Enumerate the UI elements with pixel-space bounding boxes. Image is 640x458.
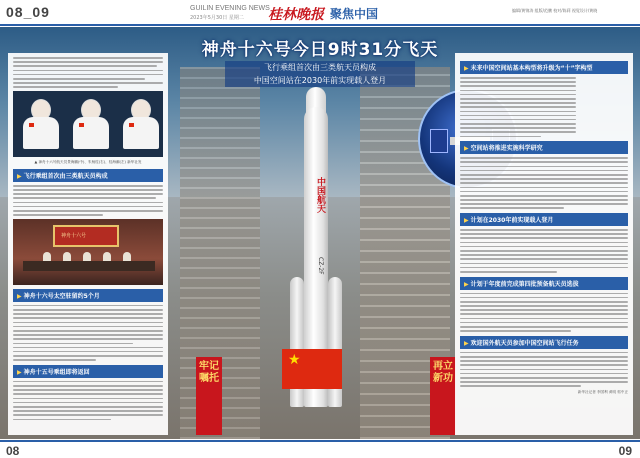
- section-3-text: [13, 381, 163, 420]
- right-section-1-text: [460, 77, 628, 137]
- right-section-heading-3: ▶ 计划在2030年前实现载人登月: [460, 213, 628, 226]
- page-numbers: 08_09: [6, 4, 50, 20]
- star-icon: ★: [288, 352, 301, 368]
- rocket-code: CZ-2F: [317, 257, 324, 275]
- right-section-heading-5: ▶ 欢迎国外航天员参加中国空间站飞行任务: [460, 336, 628, 349]
- section-1-text: [13, 185, 163, 216]
- right-section-2-text: [460, 157, 628, 209]
- left-page-number: 08: [6, 444, 20, 458]
- main-headline: 神舟十六号今日9时31分飞天: [201, 40, 439, 60]
- triangle-icon: ▶: [464, 65, 469, 72]
- right-section-heading-1: ▶ 未来中国空间站基本构型将升级为“十”字构型: [460, 61, 628, 74]
- section-2-text: [13, 305, 163, 361]
- triangle-icon: ▶: [464, 217, 469, 225]
- triangle-icon: ▶: [464, 280, 469, 288]
- right-section-3-text: [460, 229, 628, 272]
- editor-credits: 编辑/黄锦涛 组版/范鹏 校对/陈莉 视觉设计/黄晓: [512, 8, 598, 13]
- banner-left: 牢记嘱托: [196, 357, 222, 435]
- triangle-icon: ▶: [17, 368, 22, 376]
- triangle-icon: ▶: [17, 172, 22, 180]
- left-section-heading-1: ▶ 飞行乘组首次由三类航天员构成: [13, 169, 163, 182]
- right-article-column: [455, 53, 633, 435]
- triangle-icon: ▶: [464, 339, 469, 347]
- astronauts-photo-caption: ▲ 神舟十六号航天员景海鹏(中)、朱杨柱(右)、桂海潮(左) 新华社发: [34, 159, 142, 164]
- spread-body: [0, 27, 640, 439]
- right-section-5-text: [460, 352, 628, 387]
- astronaut-right: [123, 99, 159, 147]
- solar-panel-left: [430, 129, 448, 153]
- subheadline-1: 飞行乘组首次由三类航天员构成: [225, 61, 415, 74]
- meeting-screen: 神舟十六号: [53, 225, 119, 247]
- left-section-heading-3: ▶ 神舟十五号乘组即将返回: [13, 365, 163, 378]
- publication-english-name: GUILIN EVENING NEWS: [190, 5, 270, 12]
- subheadline-2: 中国空间站在2030年前实现载人登月: [225, 74, 415, 87]
- national-flag: [282, 349, 342, 389]
- meeting-photo: [13, 219, 163, 285]
- meeting-desk: [23, 261, 155, 271]
- publication-date: 2023年5月30日 星期二: [190, 15, 244, 21]
- left-article-column: [8, 53, 168, 435]
- astronauts-photo: [13, 91, 163, 157]
- astronaut-center: [73, 99, 109, 147]
- publication-logo: 桂林晚报: [268, 7, 324, 23]
- right-section-heading-4: ▶ 计划于年度前完成第四批预备航天员选拔: [460, 277, 628, 290]
- right-section-heading-2: ▶ 空间站将推进实施科学研究: [460, 141, 628, 154]
- page-footer: [0, 440, 640, 457]
- triangle-icon: ▶: [464, 145, 469, 153]
- section-title: 聚焦中国: [330, 7, 379, 21]
- right-page-number: 09: [618, 444, 632, 458]
- rocket-label: 中国航天: [315, 177, 325, 213]
- banner-right: 再立新功: [430, 357, 456, 435]
- triangle-icon: ▶: [17, 292, 22, 300]
- article-author: 新华社记者 李国利 黄明 郭中正: [577, 389, 628, 394]
- page-header: [0, 0, 640, 26]
- astronaut-left: [23, 99, 59, 147]
- intro-text: [13, 57, 163, 88]
- right-section-4-text: [460, 293, 628, 332]
- left-section-heading-2: ▶ 神舟十六号太空驻留约5个月: [13, 289, 163, 302]
